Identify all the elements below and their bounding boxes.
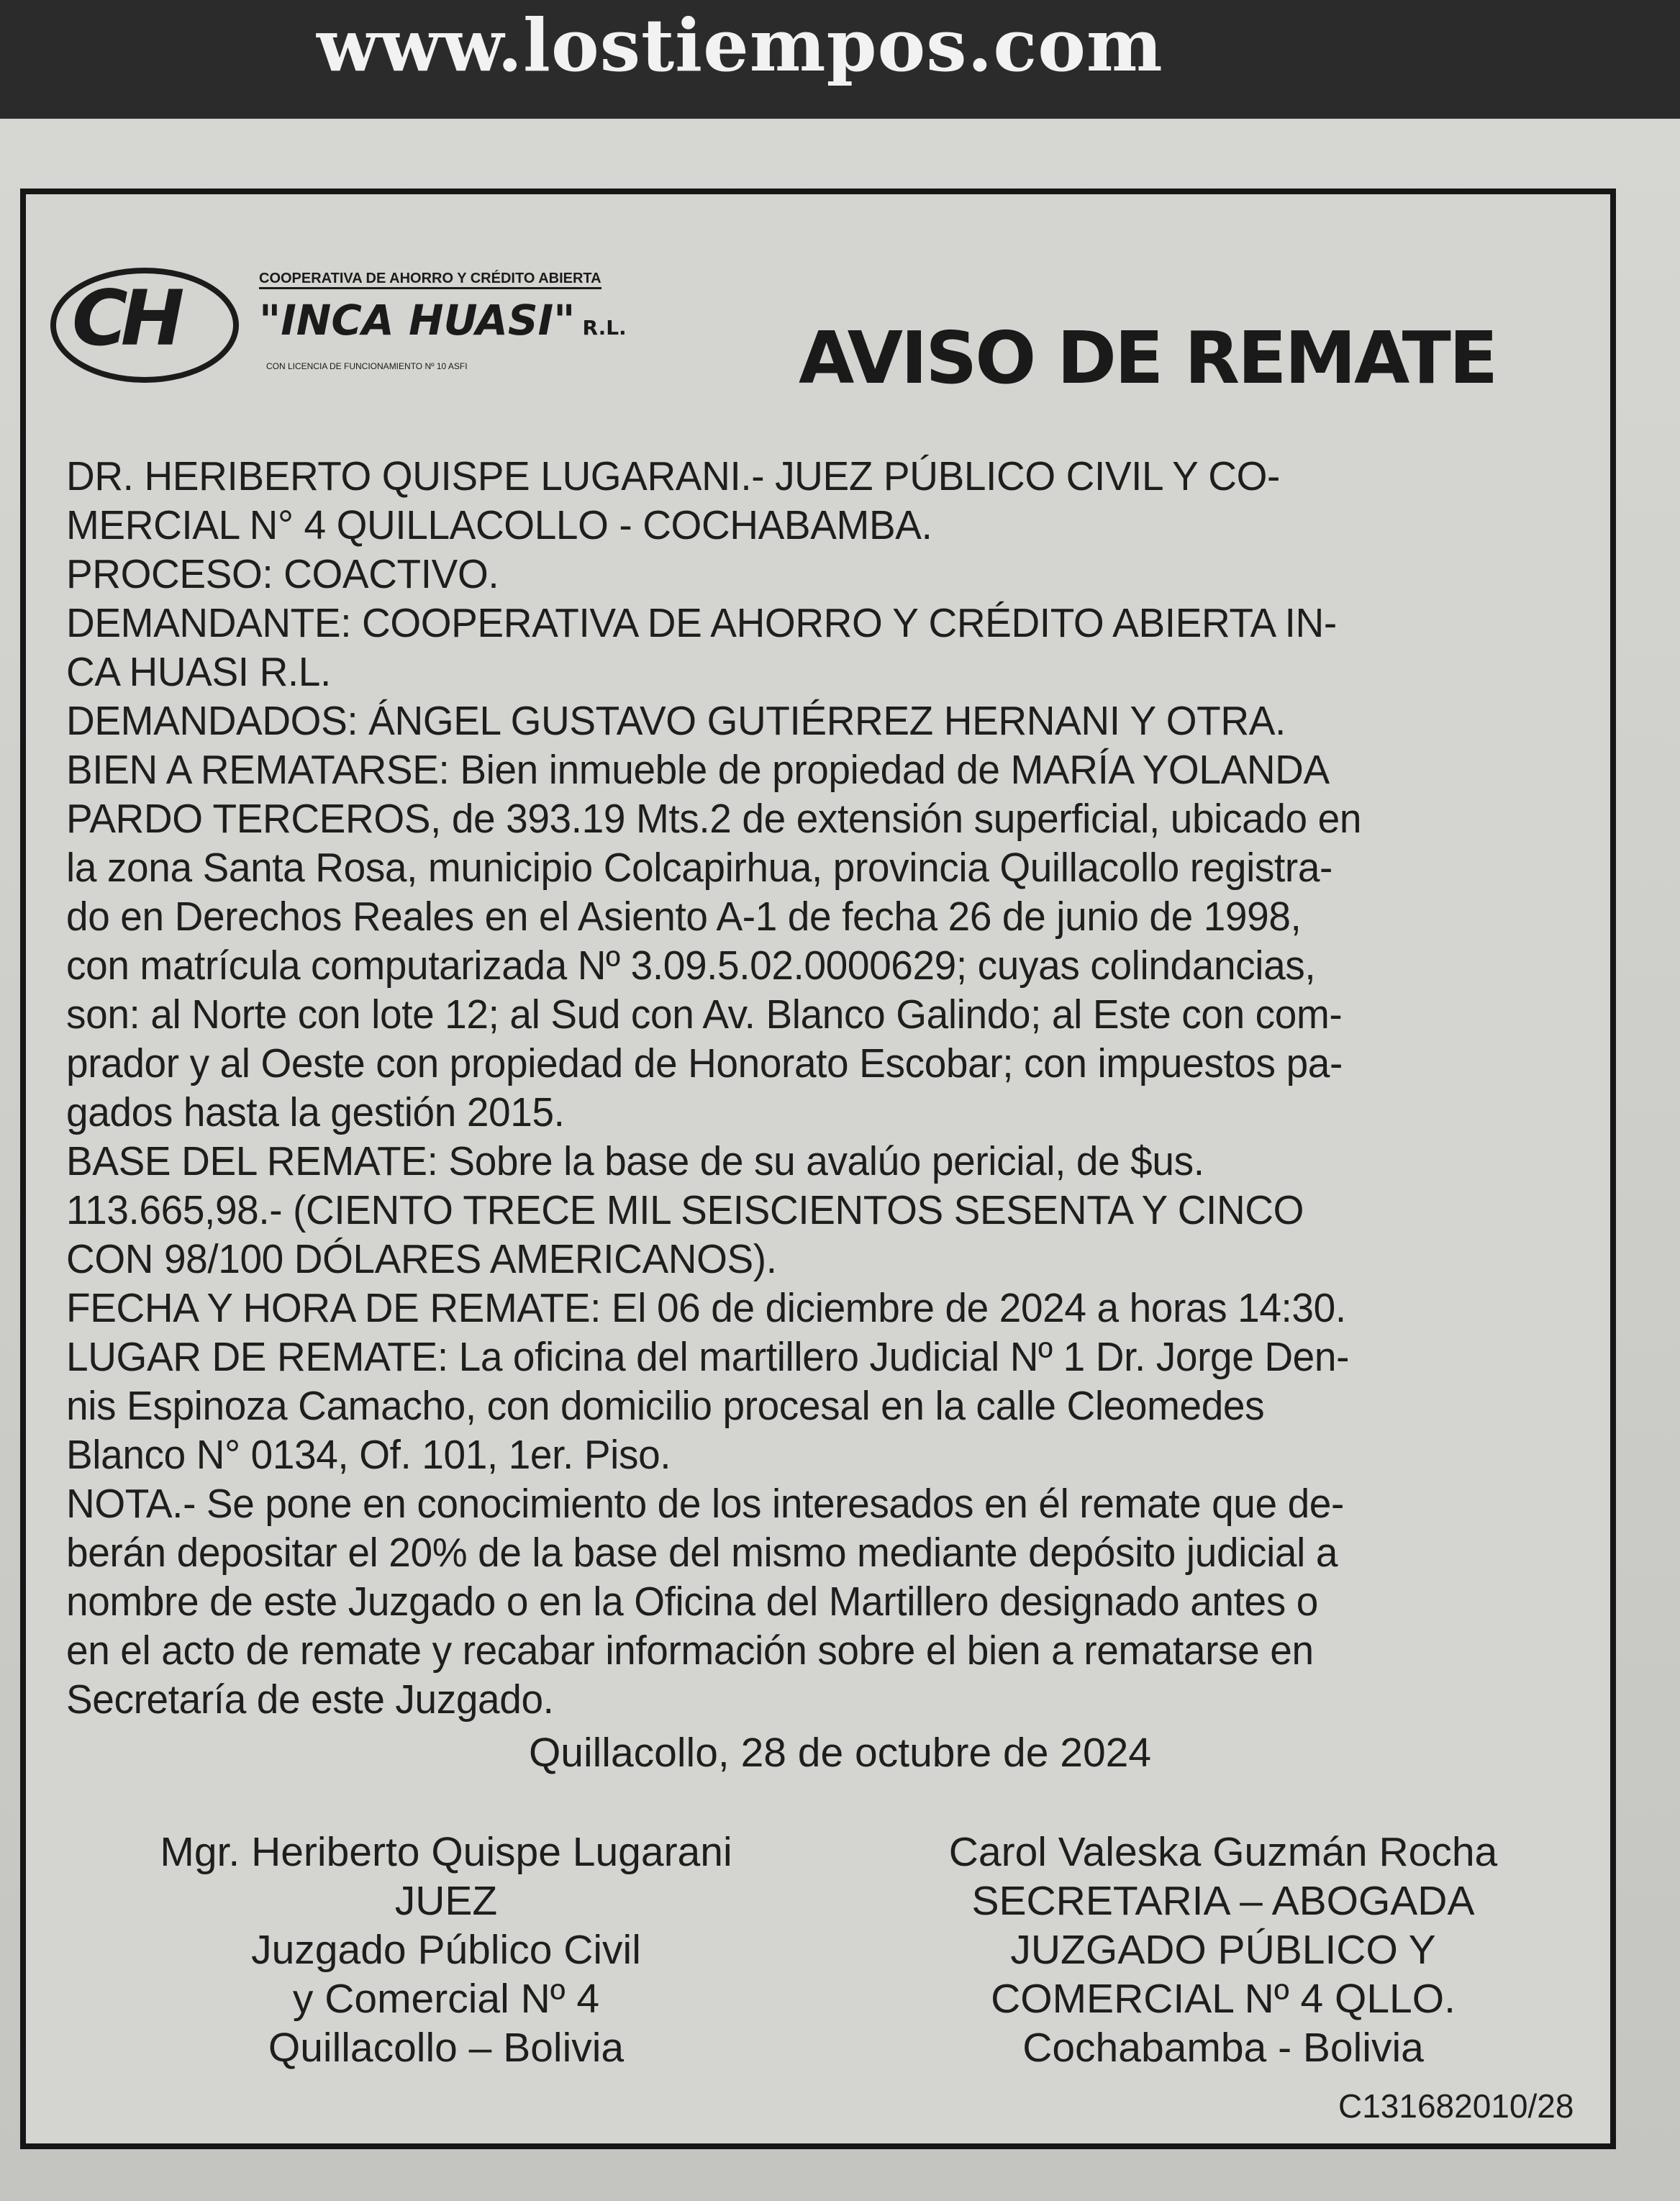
body-line: PROCESO: COACTIVO. — [66, 551, 499, 597]
body-line: LUGAR DE REMATE: La oficina del martillero Judicial Nº 1 Dr. Jorge Den- — [66, 1334, 1350, 1380]
body-line: BIEN A REMATARSE: Bien inmueble de propiedad de MARÍA YOLANDA — [66, 747, 1330, 793]
judge-role: JUEZ — [394, 1878, 498, 1924]
secretary-location: Cochabamba - Bolivia — [1022, 2025, 1424, 2071]
body-line: NOTA.- Se pone en conocimiento de los interesados en él remate que de- — [66, 1481, 1344, 1527]
notice-date: Quillacollo, 28 de octubre de 2024 — [528, 1730, 1152, 1776]
judge-name: Mgr. Heriberto Quispe Lugarani — [160, 1829, 732, 1875]
body-line: Secretaría de este Juzgado. — [66, 1676, 554, 1723]
body-line: son: al Norte con lote 12; al Sud con Av. Blanco Galindo; al Este con com- — [66, 991, 1343, 1038]
secretary-role: SECRETARIA – ABOGADA — [971, 1878, 1475, 1924]
newspaper-header-band — [0, 0, 1680, 119]
body-line: con matrícula computarizada Nº 3.09.5.02.0000629; cuyas colindancias, — [66, 943, 1316, 989]
body-line: berán depositar el 20% de la base del mismo mediante depósito judicial a — [66, 1530, 1338, 1576]
body-line: DR. HERIBERTO QUISPE LUGARANI.- JUEZ PÚBLICO CIVIL Y CO- — [66, 453, 1280, 499]
body-line: nis Espinoza Camacho, con domicilio procesal en la calle Cleomedes — [66, 1383, 1265, 1429]
body-line: la zona Santa Rosa, municipio Colcapirhua, provincia Quillacollo registra- — [66, 845, 1332, 891]
body-line: prador y al Oeste con propiedad de Honorato Escobar; con impuestos pa- — [66, 1040, 1343, 1086]
body-line: MERCIAL N° 4 QUILLACOLLO - COCHABAMBA. — [66, 502, 932, 548]
body-line: PARDO TERCEROS, de 393.19 Mts.2 de extensión superficial, ubicado en — [66, 796, 1362, 842]
body-line: en el acto de remate y recabar información sobre el bien a rematarse en — [66, 1628, 1314, 1674]
logo-suffix: R.L. — [582, 316, 627, 340]
logo-top-text: COOPERATIVA DE AHORRO Y CRÉDITO ABIERTA — [259, 271, 601, 289]
body-line: nombre de este Juzgado o en la Oficina del Martillero designado antes o — [66, 1579, 1318, 1625]
body-line: 113.665,98.- (CIENTO TRECE MIL SEISCIENTOS SESENTA Y CINCO — [66, 1187, 1304, 1233]
body-line: DEMANDANTE: COOPERATIVA DE AHORRO Y CRÉDITO ABIERTA IN- — [66, 600, 1337, 646]
secretary-name: Carol Valeska Guzmán Rocha — [948, 1829, 1498, 1875]
secretary-court-number: COMERCIAL Nº 4 QLLO. — [991, 1976, 1456, 2022]
body-line: do en Derechos Reales en el Asiento A-1 de fecha 26 de junio de 1998, — [66, 894, 1302, 940]
body-line: FECHA Y HORA DE REMATE: El 06 de diciembre de 2024 a horas 14:30. — [66, 1285, 1346, 1331]
logo-name-text: "INCA HUASI" — [259, 296, 576, 345]
judge-signature-block — [86, 1828, 806, 2072]
logo-bottom-text: CON LICENCIA DE FUNCIONAMIENTO Nº 10 ASFI — [266, 361, 468, 371]
judge-location: Quillacollo – Bolivia — [268, 2025, 625, 2071]
site-url: www.lostiempos.com — [317, 3, 1163, 88]
cooperative-logo — [50, 268, 627, 383]
logo-mark: CH — [72, 274, 178, 363]
body-line: CON 98/100 DÓLARES AMERICANOS). — [66, 1236, 777, 1282]
judge-court: Juzgado Público Civil — [251, 1927, 641, 1973]
judge-court-number: y Comercial Nº 4 — [292, 1976, 600, 2022]
logo-name — [259, 298, 627, 344]
ad-reference-code: C131682010/28 — [1338, 2087, 1574, 2125]
body-line: CA HUASI R.L. — [66, 649, 331, 695]
notice-body — [66, 452, 1573, 1724]
secretary-signature-block — [863, 1828, 1583, 2072]
body-line: Blanco N° 0134, Of. 101, 1er. Piso. — [66, 1432, 671, 1478]
body-line: gados hasta la gestión 2015. — [66, 1089, 565, 1135]
secretary-court: JUZGADO PÚBLICO Y — [1010, 1927, 1436, 1973]
notice-title: AVISO DE REMATE — [799, 316, 1497, 400]
body-line: DEMANDADOS: ÁNGEL GUSTAVO GUTIÉRREZ HERNANI Y OTRA. — [66, 698, 1286, 744]
body-line: BASE DEL REMATE: Sobre la base de su avalúo pericial, de $us. — [66, 1138, 1204, 1184]
